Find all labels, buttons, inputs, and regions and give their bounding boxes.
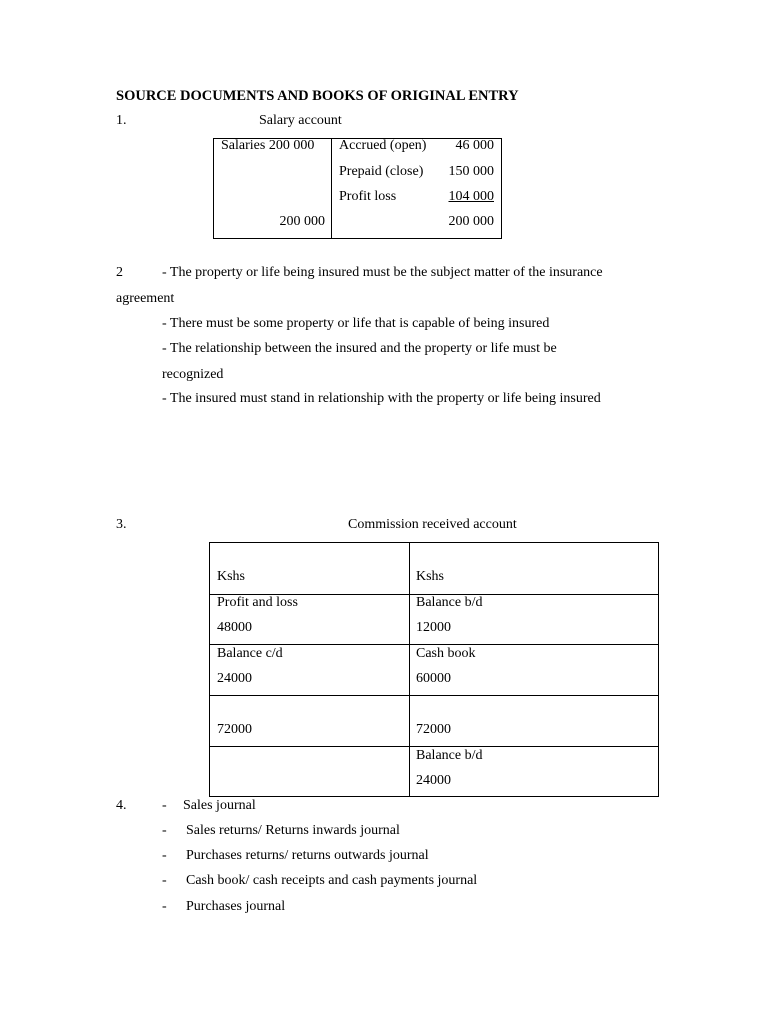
commission-table-rule	[210, 644, 658, 645]
salary-credit-amount: 104 000	[448, 189, 494, 204]
salary-credit-amount: 150 000	[448, 164, 494, 179]
salary-credit-amount: 46 000	[455, 138, 494, 153]
salary-credit-label: Profit loss	[339, 189, 397, 204]
q4-number: 4.	[116, 798, 127, 813]
list-item: Cash book/ cash receipts and cash payments journal	[186, 873, 478, 888]
table-cell-total: 72000	[416, 722, 451, 737]
list-bullet: -	[162, 823, 167, 838]
list-bullet: -	[162, 798, 167, 813]
table-cell-amount: 24000	[416, 773, 451, 788]
salary-credit-total: 200 000	[448, 214, 494, 229]
q2-point-4: - The insured must stand in relationship with the property or life being insured	[162, 391, 601, 406]
q3-title: Commission received account	[348, 517, 517, 532]
list-item: Sales returns/ Returns inwards journal	[186, 823, 400, 838]
salary-credit-label: Accrued (open)	[339, 138, 427, 153]
commission-table-rule	[210, 695, 658, 696]
table-cell-label: Cash book	[416, 646, 476, 661]
q3-number: 3.	[116, 517, 127, 532]
page-title: SOURCE DOCUMENTS AND BOOKS OF ORIGINAL ENTRY	[116, 88, 519, 104]
q1-number: 1.	[116, 113, 127, 128]
table-cell-amount: 48000	[217, 620, 252, 635]
q2-number: 2	[116, 265, 123, 280]
list-item: Purchases journal	[186, 899, 286, 914]
list-item: Purchases returns/ returns outwards journal	[186, 848, 429, 863]
q2-point-1-continued: agreement	[116, 291, 175, 306]
list-bullet: -	[162, 848, 167, 863]
commission-table-rule	[210, 746, 658, 747]
q2-point-3: - The relationship between the insured and the property or life must be	[162, 341, 557, 356]
table-cell-amount: 60000	[416, 671, 451, 686]
q1-title: Salary account	[259, 113, 342, 128]
table-cell-amount: 24000	[217, 671, 252, 686]
table-cell-label: Balance b/d	[416, 748, 483, 763]
table-cell-label: Profit and loss	[217, 595, 298, 610]
q2-point-2: - There must be some property or life that is capable of being insured	[162, 316, 550, 331]
salary-debit-total: 200 000	[279, 214, 325, 229]
salary-account-table	[213, 138, 502, 239]
table-cell-total: 72000	[217, 722, 252, 737]
table-column-header: Kshs	[217, 569, 246, 584]
list-bullet: -	[162, 899, 167, 914]
salary-credit-label: Prepaid (close)	[339, 164, 424, 179]
q2-point-1: - The property or life being insured must be the subject matter of the insurance	[162, 265, 603, 280]
table-cell-amount: 12000	[416, 620, 451, 635]
salary-debit-item: Salaries 200 000	[221, 138, 315, 153]
commission-account-table	[209, 542, 659, 797]
table-cell-label: Balance c/d	[217, 646, 283, 661]
table-cell-label: Balance b/d	[416, 595, 483, 610]
salary-table-divider	[331, 139, 332, 238]
q2-point-3-continued: recognized	[162, 367, 224, 382]
list-bullet: -	[162, 873, 167, 888]
table-column-header: Kshs	[416, 569, 445, 584]
list-item: Sales journal	[183, 798, 256, 813]
commission-table-divider	[409, 543, 410, 796]
